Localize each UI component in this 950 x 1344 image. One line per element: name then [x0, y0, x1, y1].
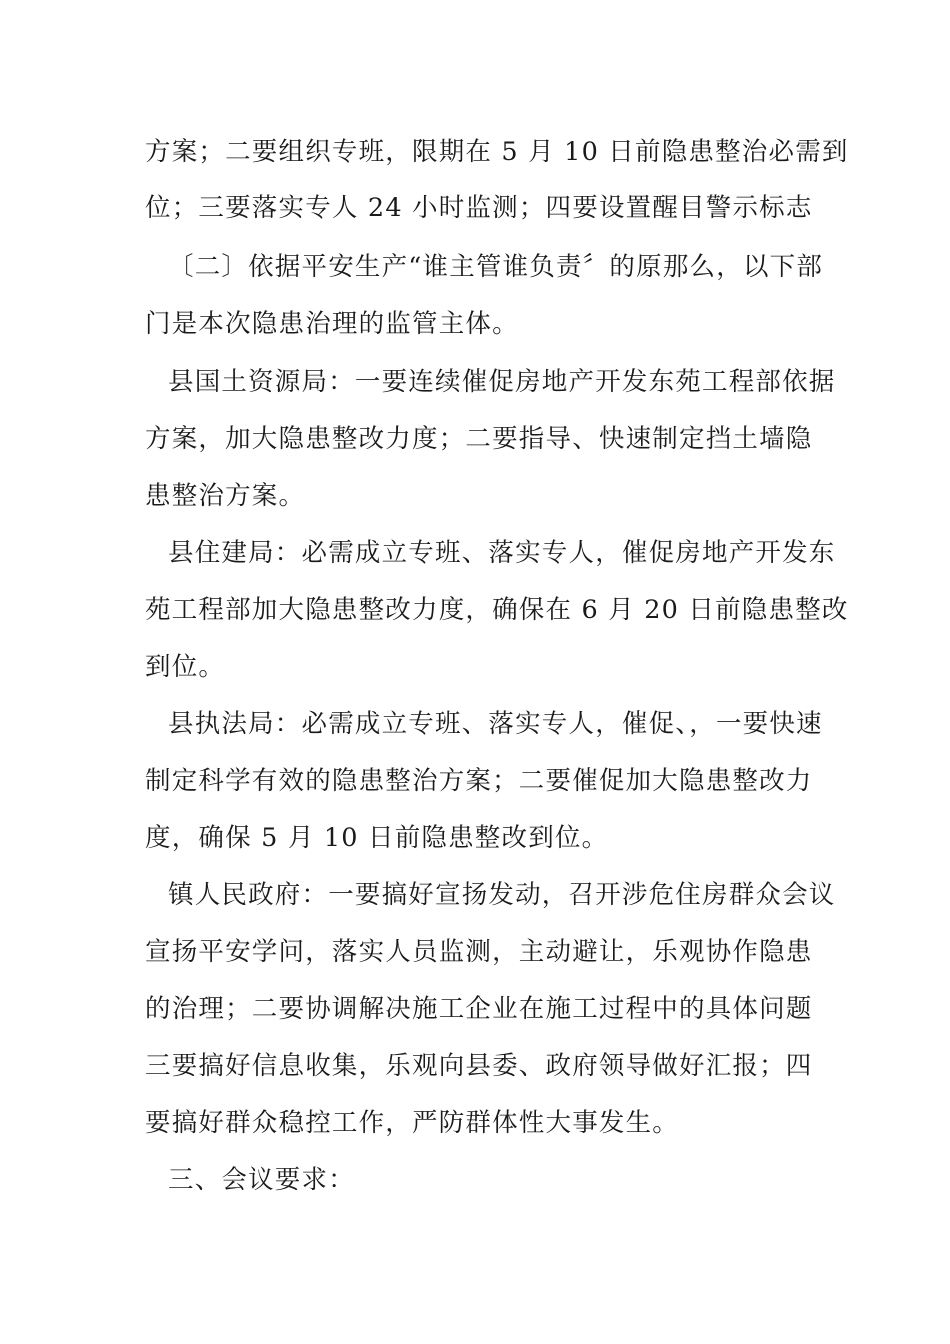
text-line: 度，确保 5 月 10 日前隐患整改到位。: [145, 823, 609, 853]
text-line: 方案；二要组织专班，限期在 5 月 10 日前隐患整治必需到: [145, 137, 849, 167]
text-line: 县执法局：必需成立专班、落实专人，催促、，一要快速: [168, 709, 823, 739]
text-line: 宣扬平安学问，落实人员监测，主动避让，乐观协作隐患: [145, 937, 813, 967]
text-line: 三要搞好信息收集，乐观向县委、政府领导做好汇报；四: [145, 1051, 813, 1081]
text-line: 门是本次隐患治理的监管主体。: [145, 309, 519, 339]
text-line: 制定科学有效的隐患整治方案；二要催促加大隐患整改力: [145, 766, 813, 796]
text-line: 到位。: [145, 652, 226, 682]
text-line: 〔二〕依据平安生产“谁主管谁负责〞的原那么，以下部: [168, 252, 824, 282]
text-line: 苑工程部加大隐患整改力度，确保在 6 月 20 日前隐患整改: [145, 595, 849, 625]
text-line: 镇人民政府：一要搞好宣扬发动，召开涉危住房群众会议: [168, 880, 836, 910]
text-line: 的治理；二要协调解决施工企业在施工过程中的具体问题: [145, 994, 813, 1024]
text-line: 位；三要落实专人 24 小时监测；四要设置醒目警示标志: [145, 193, 813, 223]
text-line: 要搞好群众稳控工作，严防群体性大事发生。: [145, 1108, 680, 1138]
text-line: 方案，加大隐患整改力度；二要指导、快速制定挡土墙隐: [145, 424, 813, 454]
section-heading: 三、会议要求：: [168, 1165, 355, 1195]
text-line: 患整治方案。: [145, 481, 306, 511]
text-line: 县住建局：必需成立专班、落实专人，催促房地产开发东: [168, 538, 836, 568]
text-line: 县国土资源局：一要连续催促房地产开发东苑工程部依据: [168, 367, 836, 397]
